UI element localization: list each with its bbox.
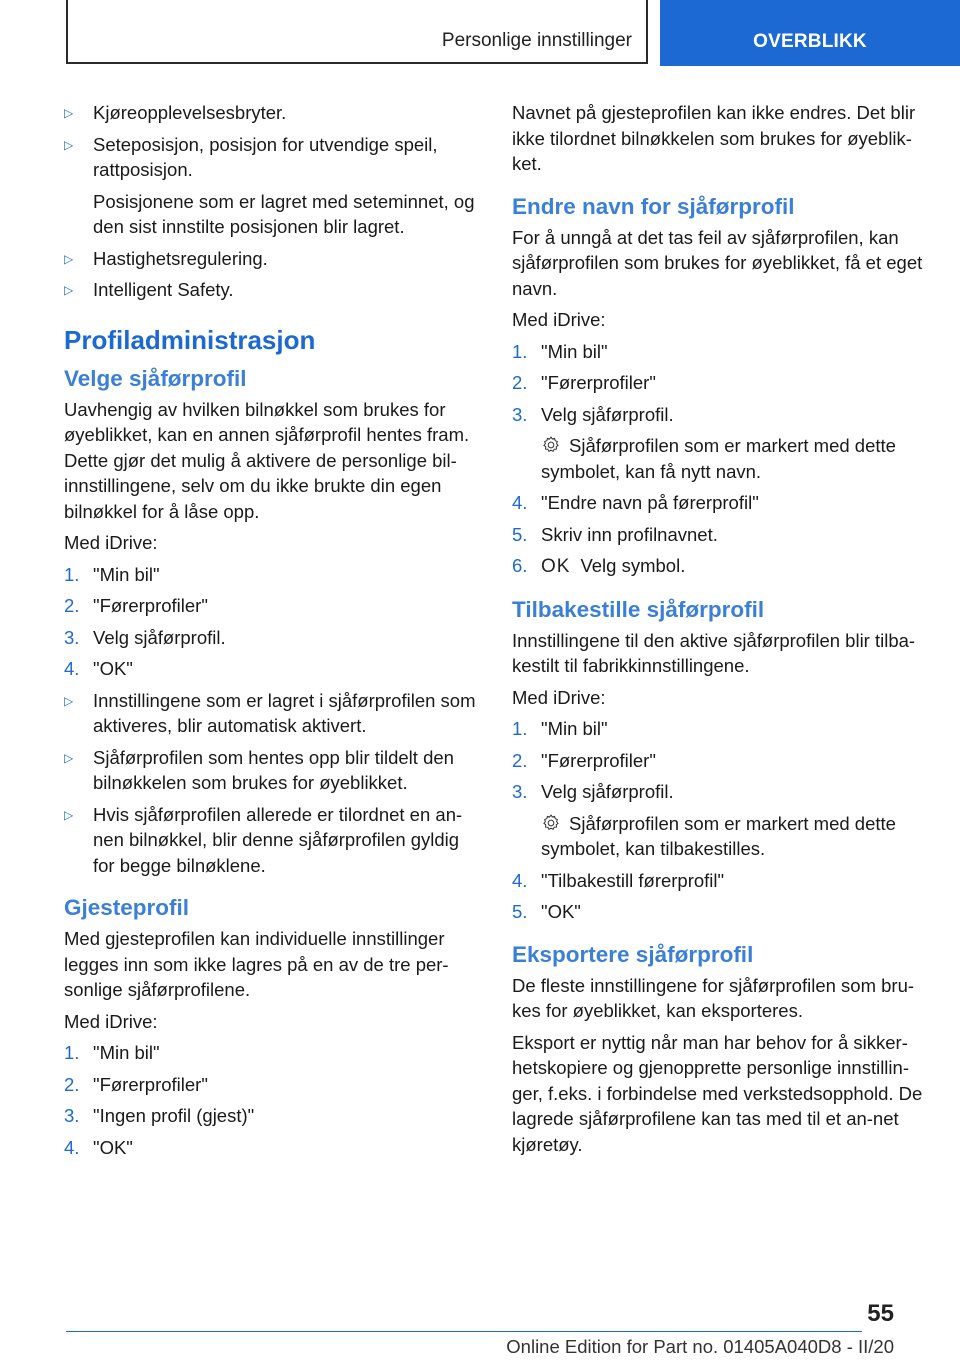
paragraph: Uavhengig av hvilken bilnøkkel som brukes for øyeblikket, kan en annen sjåførprofil hentes fram. Dette gjør det mulig å aktivere de personlige bil-innstillingene, selv om du ikke brukte din egen bilnøkkel for å låse opp. bbox=[64, 398, 470, 522]
note-text: Sjåførprofilen som er markert med dette symbolet, kan få nytt navn. bbox=[541, 435, 896, 482]
heading-tilbake: Tilbakestille sjåførprofil bbox=[512, 596, 765, 622]
step-item: 4. "Tilbakestill førerprofil" bbox=[512, 869, 725, 891]
triangle-right-icon: ▷ bbox=[64, 807, 74, 822]
step-item: 5. Skriv inn profilnavnet. bbox=[512, 523, 718, 545]
footer-divider bbox=[66, 1331, 862, 1332]
step-item: 3. Velg sjåførprofil. bbox=[512, 403, 674, 425]
paragraph: Eksport er nyttig når man har behov for å sikker-hetskopiere og gjenopprette personlige innstillin-ger, f.eks. i forbindelse med verkstedsopphold. De lagrede sjåførprofilene kan tas med til et an-net kjøretøy. bbox=[512, 1031, 923, 1155]
heading-velge: Velge sjåførprofil bbox=[64, 365, 247, 391]
header-tab-overview[interactable] bbox=[660, 0, 960, 66]
right-column bbox=[512, 100, 926, 1163]
paragraph: De fleste innstillingene for sjåførprofilen som bru-kes for øyeblikket, kan eksporteres. bbox=[512, 974, 915, 1021]
heading-eksport: Eksportere sjåførprofil bbox=[512, 941, 754, 967]
list-item: ▷ Kjøreopplevelsesbryter. bbox=[64, 100, 478, 126]
step-item: 2. "Førerprofiler" bbox=[512, 372, 656, 393]
gear-icon bbox=[541, 813, 561, 833]
left-column bbox=[64, 100, 478, 1166]
paragraph: Innstillingene til den aktive sjåførprofilen blir tilba-kestilt til fabrikkinnstillingene. bbox=[512, 629, 916, 676]
header-tab-label: OVERBLIKK bbox=[753, 31, 867, 52]
paragraph: Med iDrive: bbox=[512, 686, 606, 708]
triangle-right-icon: ▷ bbox=[64, 693, 74, 708]
note-text: Posisjonene som er lagret med seteminnet, og den sist innstilte posisjonen blir lagret. bbox=[93, 190, 475, 237]
heading-profile-admin: Profiladministrasjon bbox=[64, 324, 316, 355]
list-item: ▷ Hvis sjåførprofilen allerede er tilordnet en an-nen bilnøkkel, blir denne sjåførprofilen gyldig for begge bilnøklene. bbox=[64, 803, 463, 876]
step-item: 6. OK Velg symbol. bbox=[512, 553, 926, 580]
paragraph: For å unngå at det tas feil av sjåførprofilen, kan sjåførprofilen som brukes for øyeblikket, få et eget navn. bbox=[512, 226, 923, 299]
step-item: 1. "Min bil" bbox=[512, 340, 608, 362]
step-item: 3. Velg sjåførprofil. bbox=[64, 626, 226, 648]
note-text: Sjåførprofilen som er markert med dette symbolet, kan tilbakestilles. bbox=[541, 812, 896, 859]
step-item: 2. "Førerprofiler" bbox=[64, 595, 208, 616]
list-item: ▷ Innstillingene som er lagret i sjåførprofilen som aktiveres, blir automatisk aktivert. bbox=[64, 689, 476, 736]
heading-endre: Endre navn for sjåførprofil bbox=[512, 193, 795, 219]
triangle-right-icon: ▷ bbox=[64, 137, 74, 152]
step-item: 1. "Min bil" bbox=[64, 563, 160, 585]
paragraph: Med iDrive: bbox=[64, 532, 158, 553]
header-section bbox=[66, 0, 648, 64]
step-item: 3. "Ingen profil (gjest)" bbox=[64, 1105, 255, 1126]
paragraph: Med iDrive: bbox=[64, 1010, 158, 1032]
step-item: 1. "Min bil" bbox=[512, 718, 608, 739]
paragraph: Med gjesteprofilen kan individuelle innstillinger legges inn som ikke lagres på en av de tre per-sonlige sjåførprofilene. bbox=[64, 928, 449, 1000]
paragraph: Med iDrive: bbox=[512, 309, 606, 330]
header-section-title: Personlige innstillinger bbox=[441, 30, 632, 51]
list-item: ▷ Hastighetsregulering. bbox=[64, 246, 478, 272]
step-item: 1. "Min bil" bbox=[64, 1042, 160, 1063]
paragraph: Navnet på gjesteprofilen kan ikke endres. Det blir ikke tilordnet bilnøkkelen som brukes for øyeblik-ket. bbox=[512, 102, 916, 174]
heading-gjeste: Gjesteprofil bbox=[64, 895, 190, 920]
triangle-right-icon: ▷ bbox=[64, 251, 74, 266]
step-item: 3. Velg sjåførprofil. bbox=[512, 781, 674, 802]
list-item: ▷ Sjåførprofilen som hentes opp blir tildelt den bilnøkkelen som brukes for øyeblikket. bbox=[64, 746, 454, 793]
ok-icon: OK bbox=[541, 556, 571, 577]
list-item: ▷ Seteposisjon, posisjon for utvendige speil, rattposisjon. bbox=[64, 133, 438, 180]
step-item: 4. "Endre navn på førerprofil" bbox=[512, 492, 759, 513]
step-item: 2. "Førerprofiler" bbox=[64, 1073, 208, 1095]
page-number: 55 bbox=[867, 1300, 894, 1327]
triangle-right-icon: ▷ bbox=[64, 283, 74, 297]
footer-edition: Online Edition for Part no. 01405A040D8 - II/20 bbox=[506, 1336, 894, 1357]
step-item: 4. "OK" bbox=[64, 1136, 133, 1158]
list-item: ▷ Intelligent Safety. bbox=[64, 277, 478, 303]
step-item: 2. "Førerprofiler" bbox=[512, 749, 656, 771]
step-item: 4. "OK" bbox=[64, 658, 133, 679]
gear-icon bbox=[541, 435, 561, 455]
triangle-right-icon: ▷ bbox=[64, 750, 74, 765]
triangle-right-icon: ▷ bbox=[64, 106, 74, 120]
step-item: 5. "OK" bbox=[512, 901, 581, 922]
